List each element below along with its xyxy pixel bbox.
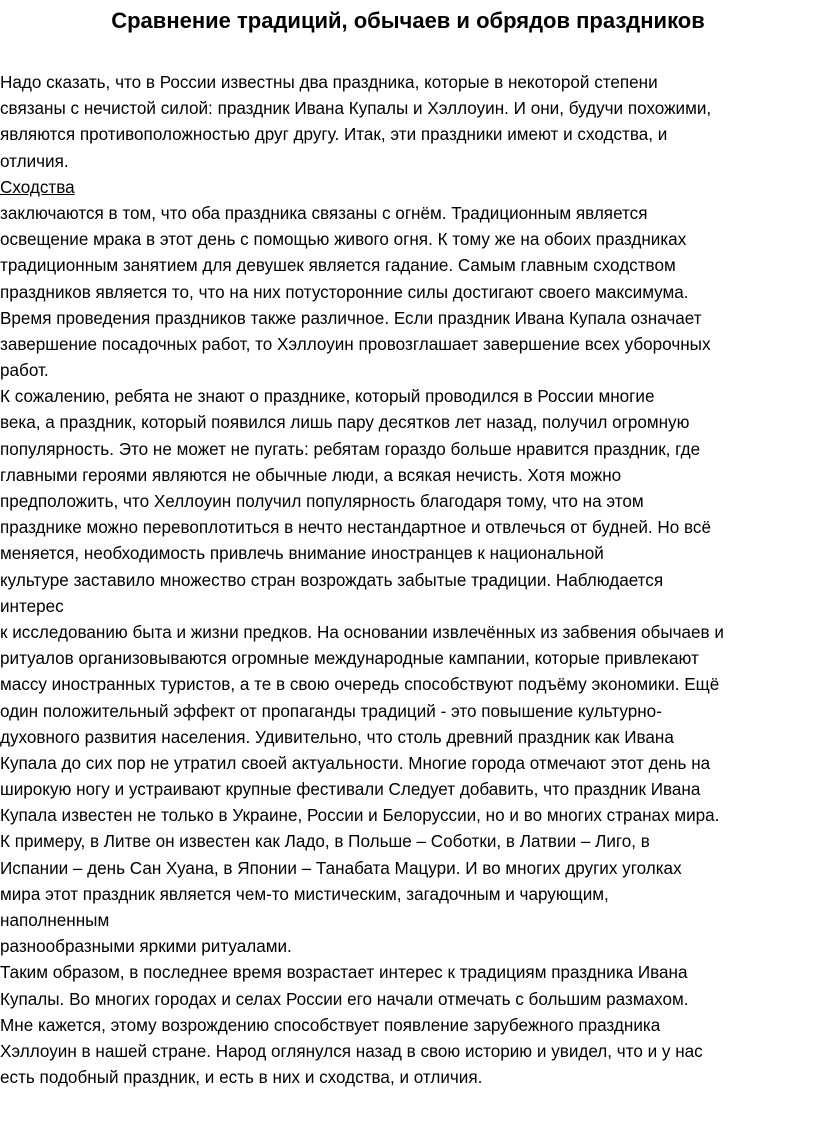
text-line: есть подобный праздник, и есть в них и сходства, и отличия. xyxy=(0,1067,483,1088)
text-line: Хэллоуин в нашей стране. Народ оглянулся назад в свою историю и увидел, что и у нас xyxy=(0,1040,703,1061)
text-line: главными героями являются не обычные люди, а всякая нечисть. Хотя можно xyxy=(0,464,622,485)
text-line: Купала до сих пор не утратил своей актуальности. Многие города отмечают этот день на xyxy=(0,752,711,773)
text-line: связаны с нечистой силой: праздник Ивана Купалы и Хэллоуин. И они, будучи похожими, xyxy=(0,98,712,119)
text-line: Купала известен не только в Украине, России и Белоруссии, но и во многих странах мира. xyxy=(0,805,720,826)
text-line: широкую ногу и устраивают крупные фестивали Следует добавить, что праздник Ивана xyxy=(0,779,701,800)
text-line: разнообразными яркими ритуалами. xyxy=(0,936,292,957)
text-line: духовного развития населения. Удивительно, что столь древний праздник как Ивана xyxy=(0,726,674,747)
text-line: Испании – день Сан Хуана, в Японии – Танабата Мацури. И во многих других уголках xyxy=(0,857,682,878)
text-line: освещение мрака в этот день с помощью живого огня. К тому же на обоих праздниках xyxy=(0,229,687,250)
text-line: Купалы. Во многих городах и селах России его начали отмечать с большим размахом. xyxy=(0,988,689,1009)
text-line: работ. xyxy=(0,360,49,381)
text-line: предположить, что Хеллоуин получил популярность благодаря тому, что на этом xyxy=(0,491,644,511)
text-line: ритуалов организовываются огромные международные кампании, которые привлекают xyxy=(0,648,699,669)
text-line: меняется, необходимость привлечь внимание иностранцев к национальной xyxy=(0,543,604,564)
document-title: Сравнение традиций, обычаев и обрядов праздников xyxy=(111,8,705,33)
text-line: завершение посадочных работ, то Хэллоуин провозглашает завершение всех уборочных xyxy=(0,333,711,354)
text-line: празднике можно перевоплотиться в нечто нестандартное и отвлечься от будней. Но всё xyxy=(0,517,711,538)
text-line: наполненным xyxy=(0,910,110,930)
document-body xyxy=(0,69,816,1090)
text-line: Надо сказать, что в России известны два праздника, которые в некоторой степени xyxy=(0,72,658,92)
text-line: массу иностранных туристов, а те в свою очередь способствуют подъёму экономики. Ещё xyxy=(0,674,720,695)
section-heading: Сходства xyxy=(0,176,75,197)
text-line: века, а праздник, который появился лишь пару десятков лет назад, получил огромную xyxy=(0,412,690,433)
text-line: Время проведения праздников также различное. Если праздник Ивана Купала означает xyxy=(0,307,702,328)
text-line: интерес xyxy=(0,595,64,616)
text-line: являются противоположностью друг другу. Итак, эти праздники имеют и сходства, и xyxy=(0,124,668,145)
text-line: к исследованию быта и жизни предков. На основании извлечённых из забвения обычаев и xyxy=(0,621,724,642)
text-line: культуре заставило множество стран возрождать забытые традиции. Наблюдается xyxy=(0,569,664,590)
text-line: Мне кажется, этому возрождению способствует появление зарубежного праздника xyxy=(0,1014,661,1035)
text-line: популярность. Это не может не пугать: ребятам гораздо больше нравится праздник, где xyxy=(0,438,701,459)
text-line: отличия. xyxy=(0,150,69,171)
text-line: праздников является то, что на них потусторонние силы достигают своего максимума. xyxy=(0,281,689,302)
text-line: один положительный эффект от пропаганды традиций - это повышение культурно- xyxy=(0,700,662,721)
text-line: мира этот праздник является чем-то мистическим, загадочным и чарующим, xyxy=(0,883,609,904)
text-line: заключаются в том, что оба праздника связаны с огнём. Традиционным является xyxy=(0,202,648,223)
text-line: Таким образом, в последнее время возрастает интерес к традициям праздника Ивана xyxy=(0,962,688,983)
text-line: К примеру, в Литве он известен как Ладо, в Польше – Соботки, в Латвии – Лиго, в xyxy=(0,831,650,852)
text-line: К сожалению, ребята не знают о празднике, который проводился в России многие xyxy=(0,386,655,407)
text-line: традиционным занятием для девушек является гадание. Самым главным сходством xyxy=(0,255,676,276)
